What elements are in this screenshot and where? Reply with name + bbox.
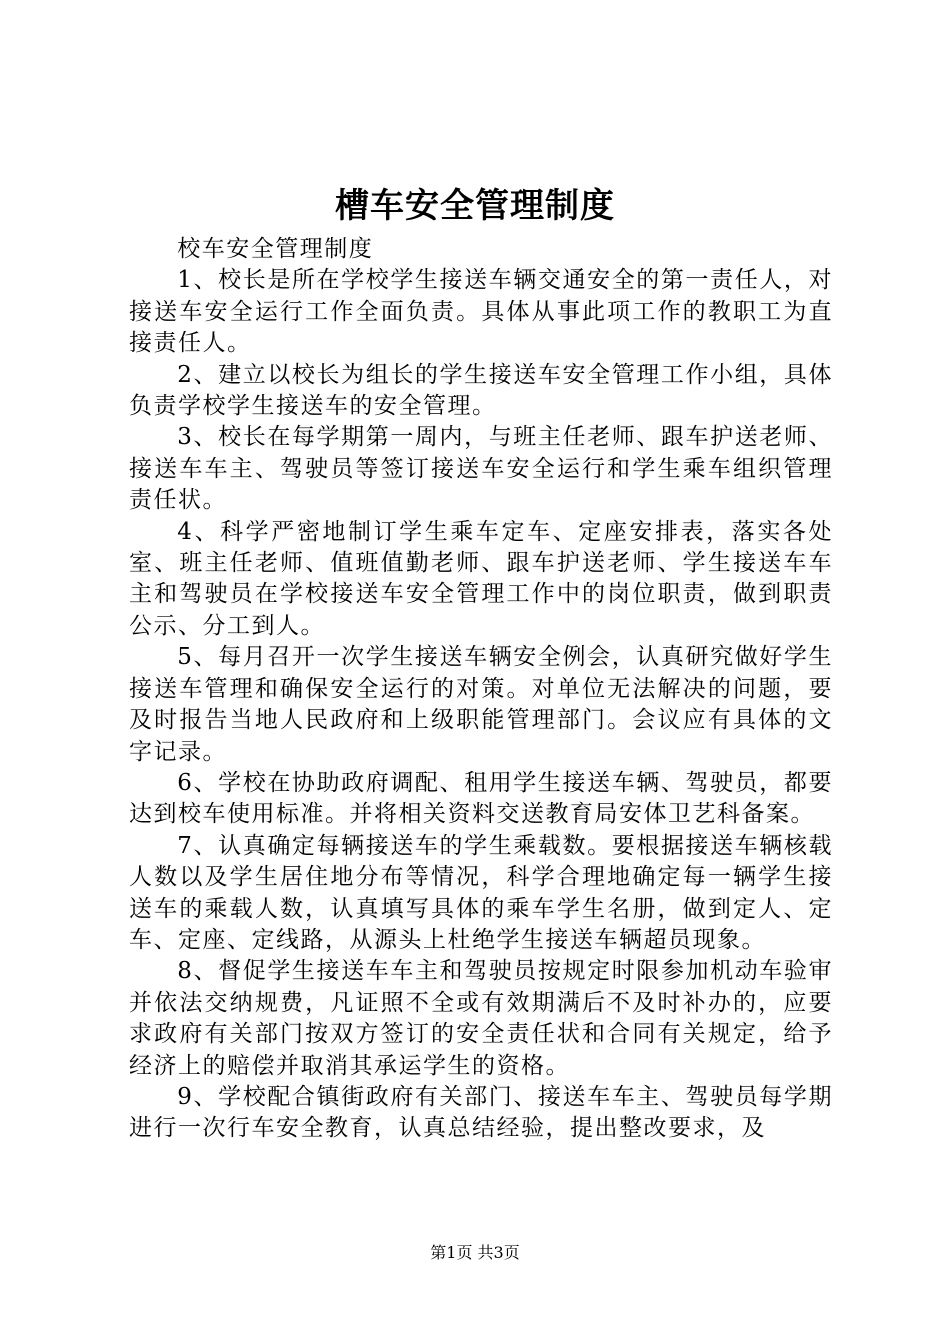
paragraph-item-6: 6、学校在协助政府调配、租用学生接送车辆、驾驶员，都要达到校车使用标准。并将相关资料交送教育局安体卫艺科备案。: [129, 769, 833, 828]
page-footer: 第1页 共3页: [430, 1243, 520, 1262]
paragraph-item-2: 2、建立以校长为组长的学生接送车安全管理工作小组，具体负责学校学生接送车的安全管理。: [129, 361, 833, 420]
paragraph-item-5: 5、每月召开一次学生接送车辆安全例会，认真研究做好学生接送车管理和确保安全运行的对策。对单位无法解决的问题，要及时报告当地人民政府和上级职能管理部门。会议应有具体的文字记录。: [129, 644, 833, 765]
paragraph-item-3: 3、校长在每学期第一周内，与班主任老师、跟车护送老师、接送车车主、驾驶员等签订接送车安全运行和学生乘车组织管理责任状。: [129, 424, 833, 514]
paragraph-item-7: 7、认真确定每辆接送车的学生乘载数。要根据接送车辆核载人数以及学生居住地分布等情况，科学合理地确定每一辆学生接送车的乘载人数，认真填写具体的乘车学生名册，做到定人、定车、定座、定线路，从源头上杜绝学生接送车辆超员现象。: [129, 832, 833, 953]
document-title: 槽车安全管理制度: [335, 186, 615, 226]
paragraph-item-9: 9、学校配合镇街政府有关部门、接送车车主、驾驶员每学期进行一次行车安全教育，认真总结经验，提出整改要求，及: [129, 1083, 833, 1142]
paragraph-item-8: 8、督促学生接送车车主和驾驶员按规定时限参加机动车验审并依法交纳规费，凡证照不全或有效期满后不及时补办的，应要求政府有关部门按双方签订的安全责任状和合同有关规定，给予经济上的赔偿并取消其承运学生的资格。: [129, 958, 833, 1079]
paragraph-heading: 校车安全管理制度: [177, 236, 374, 262]
paragraph-item-4: 4、科学严密地制订学生乘车定车、定座安排表，落实各处室、班主任老师、值班值勤老师、跟车护送老师、学生接送车车主和驾驶员在学校接送车安全管理工作中的岗位职责，做到职责公示、分工到人。: [129, 518, 833, 639]
document-body: [129, 234, 833, 1145]
paragraph-item-1: 1、校长是所在学校学生接送车辆交通安全的第一责任人，对接送车安全运行工作全面负责。具体从事此项工作的教职工为直接责任人。: [129, 267, 833, 357]
